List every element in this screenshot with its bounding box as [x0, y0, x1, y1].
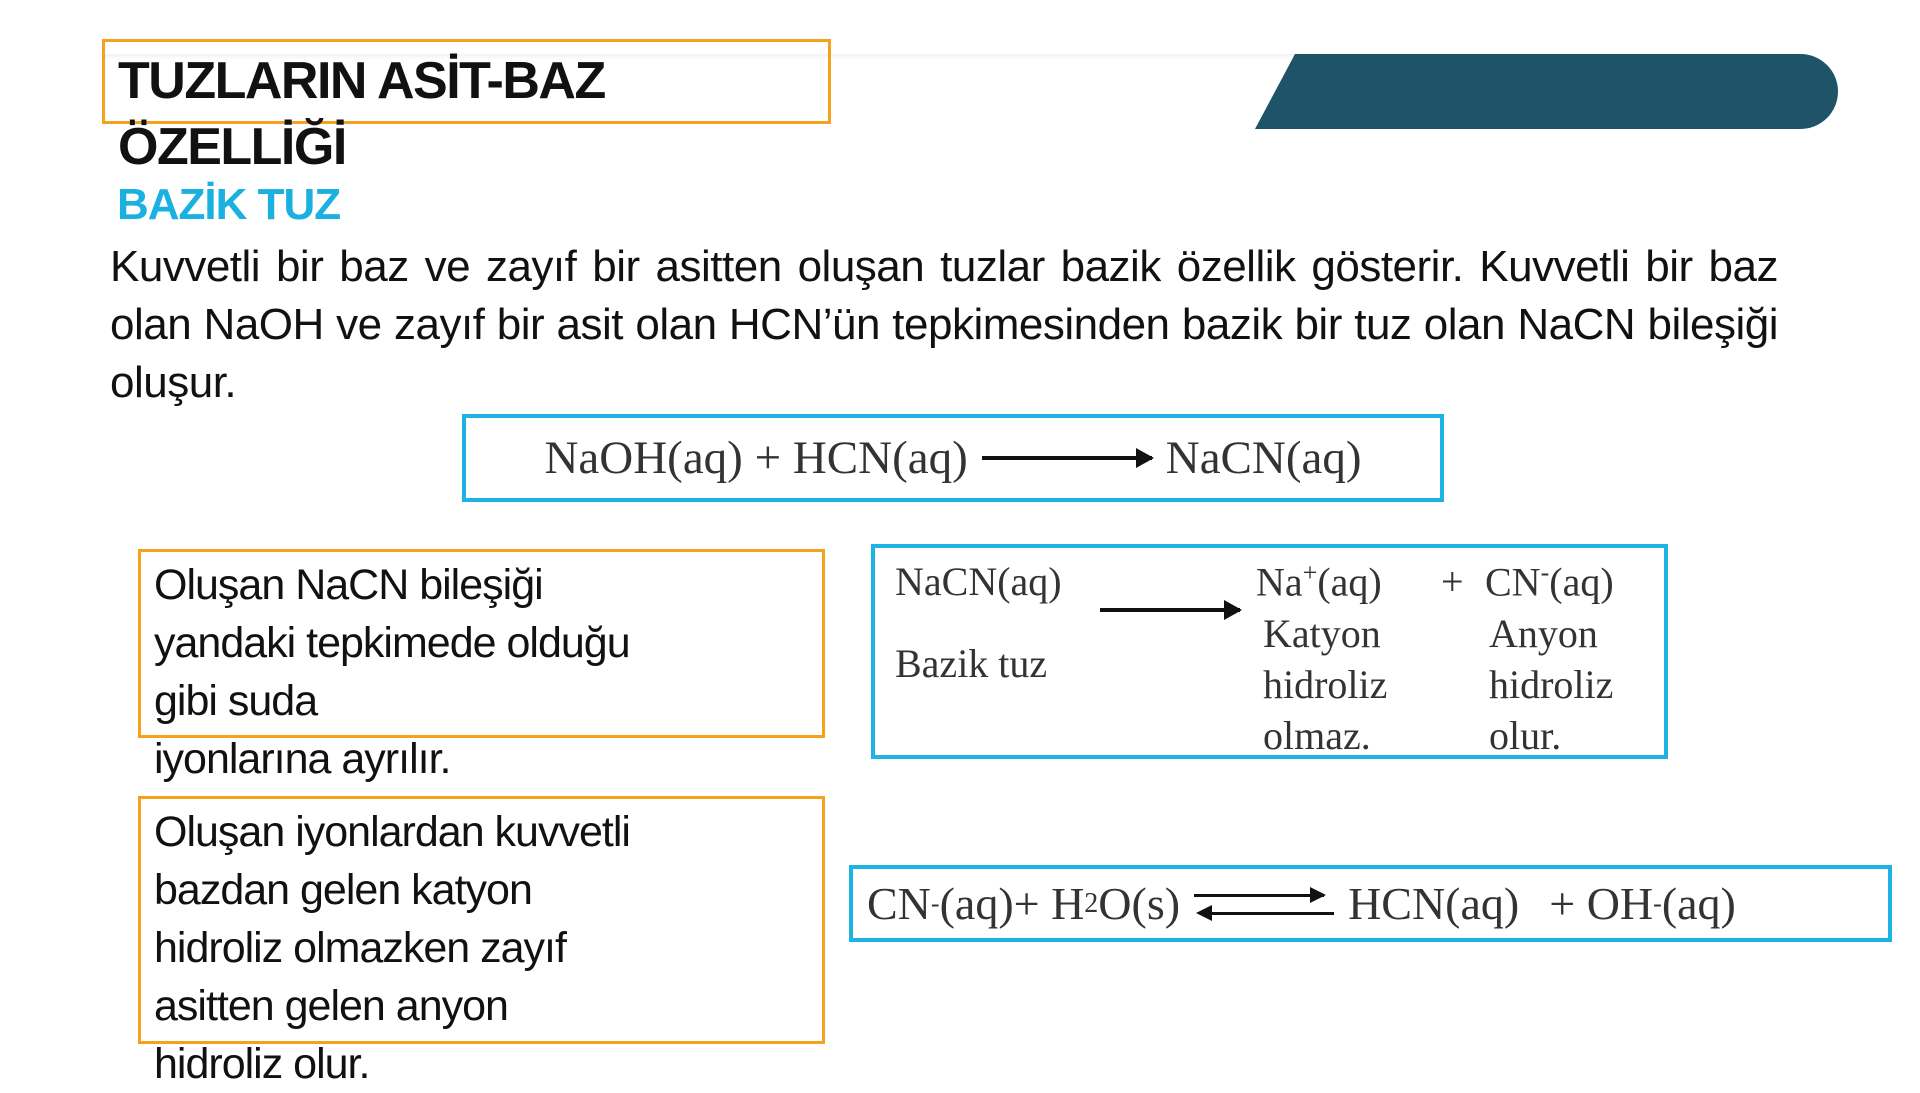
- text-line: iyonlarına ayrılır.: [154, 735, 451, 783]
- oh-charge: -: [1653, 888, 1662, 918]
- cation-state: (aq): [1317, 559, 1382, 605]
- note-line: olmaz.: [1263, 713, 1371, 758]
- text-line: hidroliz olmazken zayıf: [154, 924, 566, 972]
- anion-symbol: CN: [1485, 559, 1541, 605]
- reactant-label: Bazik tuz: [895, 641, 1048, 686]
- oh-state: (aq): [1661, 878, 1736, 929]
- header-banner: [1255, 54, 1838, 129]
- text-line: hidroliz olur.: [154, 1040, 370, 1088]
- cn-charge: -: [930, 888, 940, 918]
- reactant: NaCN(aq): [895, 559, 1062, 604]
- cation-symbol: Na: [1256, 559, 1303, 605]
- page-title: [118, 48, 605, 180]
- equation1-product: NaCN(aq): [1165, 432, 1362, 484]
- text-line: bazdan gelen katyon: [154, 866, 532, 914]
- note-line: hidroliz: [1489, 662, 1614, 707]
- hydrolysis-text: [154, 803, 630, 1093]
- text-line: Oluşan NaCN bileşiği: [154, 561, 543, 609]
- equilibrium-arrows-icon: [1194, 884, 1334, 924]
- water-rest: O(s): [1098, 878, 1181, 929]
- equation1-reactants: NaOH(aq) + HCN(aq): [544, 432, 968, 484]
- note-line: Anyon: [1489, 611, 1598, 656]
- anion: [1485, 558, 1614, 605]
- equation-dissociation: [871, 544, 1668, 759]
- cn-state: (aq)+ H: [939, 878, 1085, 929]
- plus-sign: +: [1441, 559, 1464, 604]
- anion-charge: -: [1540, 558, 1550, 587]
- cation-note: [1263, 608, 1387, 761]
- dissociation-text: [154, 556, 630, 788]
- anion-note: [1489, 608, 1613, 761]
- title-line-1: TUZLARIN ASİT-BAZ: [118, 52, 605, 110]
- cation: [1256, 558, 1382, 605]
- cn-symbol: CN: [867, 878, 931, 929]
- equation-hydrolysis: [849, 865, 1892, 942]
- text-line: asitten gelen anyon: [154, 982, 508, 1030]
- oh-symbol: + OH: [1549, 878, 1654, 929]
- intro-paragraph: Kuvvetli bir baz ve zayıf bir asitten oluşan tuzlar bazik özellik gösterir. Kuvvetli bir baz olan NaOH ve zayıf bir asit olan HCN’ün tepkimesinden bazik bir tuz olan NaCN bileşiği oluşur.: [110, 242, 1778, 407]
- hcn-product: HCN(aq): [1348, 878, 1520, 929]
- arrow-icon: [1100, 608, 1240, 612]
- anion-state: (aq): [1549, 559, 1614, 605]
- title-line-2: ÖZELLİĞİ: [118, 118, 346, 176]
- text-line: yandaki tepkimede olduğu: [154, 619, 630, 667]
- text-line: gibi suda: [154, 677, 318, 725]
- note-line: hidroliz: [1263, 662, 1388, 707]
- subtitle: BAZİK TUZ: [117, 180, 341, 229]
- note-line: olur.: [1489, 713, 1562, 758]
- text-line: Oluşan iyonlardan kuvvetli: [154, 808, 630, 856]
- water-subscript: 2: [1084, 887, 1099, 919]
- note-line: Katyon: [1263, 611, 1381, 656]
- arrow-icon: [982, 456, 1152, 460]
- equation-neutralization: [462, 414, 1444, 502]
- cation-charge: +: [1302, 558, 1318, 587]
